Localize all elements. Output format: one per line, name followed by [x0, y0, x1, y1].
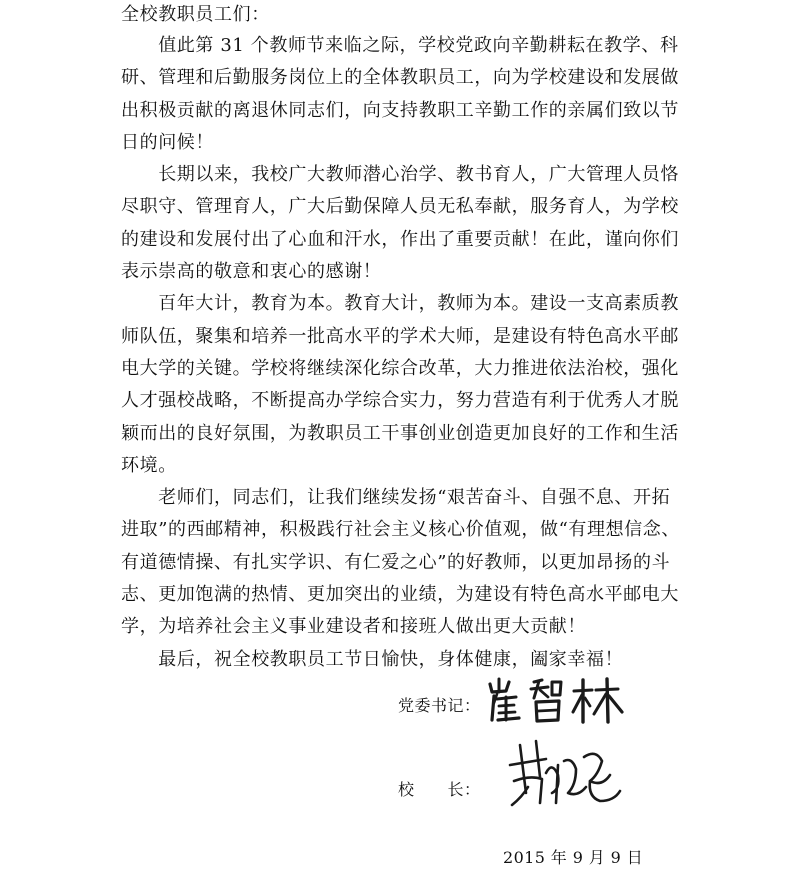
secretary-label: 党委书记：	[398, 696, 481, 715]
date: 2015 年 9 月 9 日	[503, 848, 644, 867]
president-signature	[506, 735, 626, 815]
paragraph-line: 表示崇高的敬意和衷心的感谢！	[121, 261, 382, 283]
paragraph-line: 的建设和发展付出了心血和汗水，作出了重要贡献！在此，谨向你们	[121, 228, 679, 250]
letter-body	[121, 0, 681, 676]
paragraph-line: 环境。	[121, 454, 177, 476]
paragraph-line: 电大学的关键。学校将继续深化综合改革，大力推进依法治校，强化	[121, 357, 679, 379]
paragraph-line: 最后，祝全校教职员工节日愉快，身体健康，阖家幸福！	[121, 648, 624, 670]
secretary-signature	[486, 676, 636, 726]
salutation: 全校教职员工们：	[121, 4, 270, 25]
paragraph-line: 值此第 31 个教师节来临之际，学校党政向辛勤耕耘在教学、科	[121, 35, 679, 56]
paragraph-line: 进取”的西邮精神，积极践行社会主义核心价值观，做“有理想信念、	[121, 519, 681, 541]
paragraph-line: 师队伍，聚集和培养一批高水平的学术大师，是建设有特色高水平邮	[121, 325, 679, 347]
paragraph-line: 志、更加饱满的热情、更加突出的业绩，为建设有特色高水平邮电大	[121, 584, 679, 606]
paragraph-line: 长期以来，我校广大教师潜心治学、教书育人，广大管理人员恪	[121, 164, 679, 186]
president-label: 校 长：	[398, 780, 481, 799]
paragraph-line: 研、管理和后勤服务岗位上的全体教职员工，向为学校建设和发展做	[121, 67, 679, 89]
paragraph-line: 日的问候！	[121, 131, 214, 153]
paragraph-line: 人才强校战略，不断提高办学综合实力，努力营造有利于优秀人才脱	[121, 390, 679, 412]
paragraph-line: 有道德情操、有扎实学识、有仁爱之心”的好教师，以更加昂扬的斗	[121, 551, 671, 573]
paragraph-line: 学，为培养社会主义事业建设者和接班人做出更大贡献！	[121, 616, 586, 638]
paragraph-line: 出积极贡献的离退休同志们，向支持教职工辛勤工作的亲属们致以节	[121, 99, 679, 121]
paragraph-line: 颖而出的良好氛围，为教职员工干事创业创造更加良好的工作和生活	[121, 422, 679, 444]
paragraph-line: 老师们，同志们，让我们继续发扬“艰苦奋斗、自强不息、开拓	[121, 487, 671, 509]
paragraph-line: 百年大计，教育为本。教育大计，教师为本。建设一支高素质教	[121, 293, 679, 315]
paragraph-line: 尽职守、管理育人，广大后勤保障人员无私奉献，服务育人，为学校	[121, 196, 679, 218]
